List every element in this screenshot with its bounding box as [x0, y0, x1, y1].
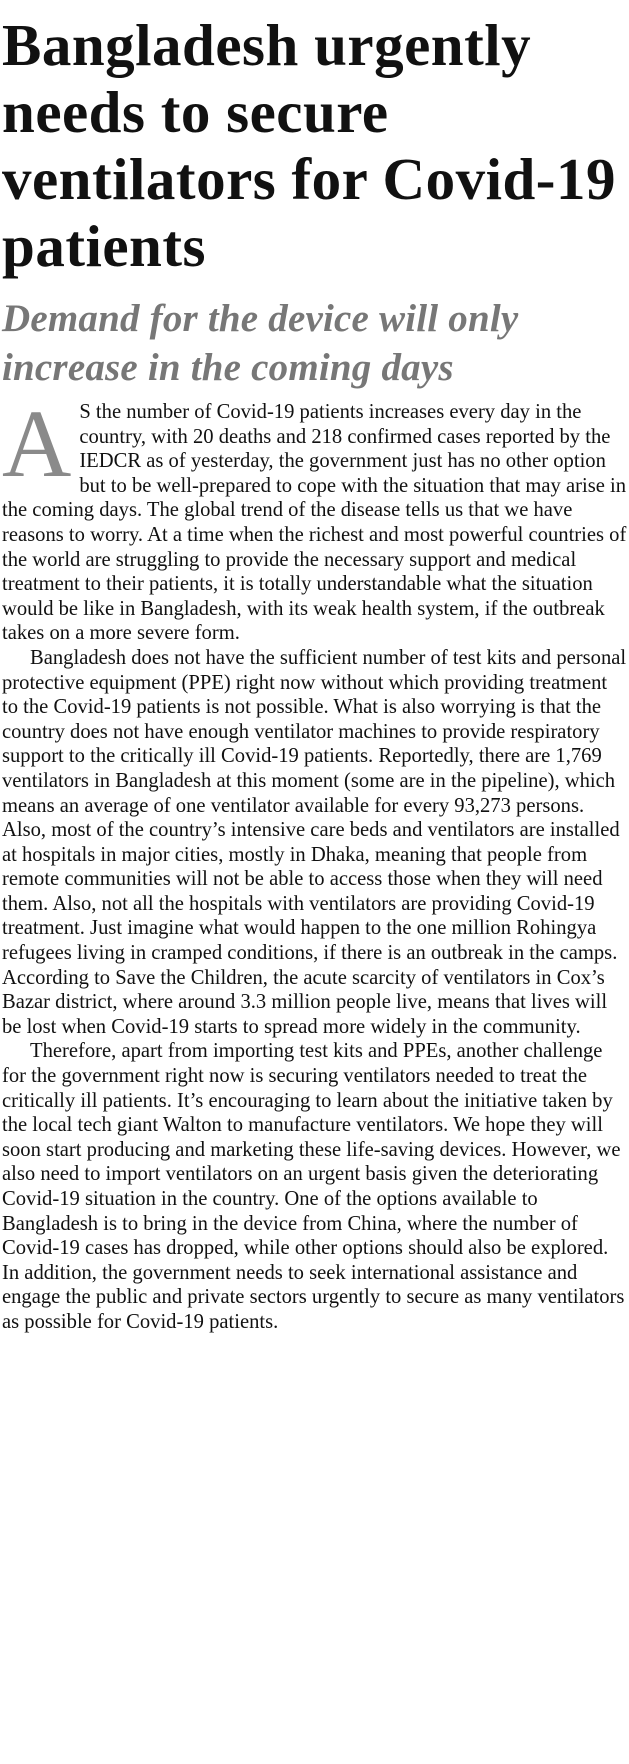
headline: Bangladesh urgently needs to secure ventilators for Covid-19 patients — [2, 12, 616, 279]
subheadline: Demand for the device will only increase in the coming days — [2, 297, 519, 389]
paragraph-3: Therefore, apart from importing test kits and PPEs, another challenge for the government right now is securing ventilators needed to treat the critically ill patients. It’s encouraging to learn about the initiative taken by the local tech giant Walton to manufacture ventilators. We hope they will soon start producing and marketing these life-saving devices. However, we also need to import ventilators on an urgent basis given the deteriorating Covid-19 situation in the country. One of the options available to Bangladesh is to bring in the device from China, where the number of Covid-19 cases has dropped, while other options should also be explored. In addition, the government needs to seek international assistance and engage the public and private sectors urgently to secure as many ventilators as possible for Covid-19 patients. — [2, 1040, 625, 1333]
article-body — [0, 390, 629, 1335]
paragraph-1-text: S the number of Covid-19 patients increases every day in the country, with 20 deaths and 218 confirmed cases reported by the IEDCR as of yesterday, the government just has no other option but to be well-prepared to cope with the situation that may arise in the coming days. The global trend of the disease tells us that we have reasons to worry. At a time when the richest and most powerful countries of the world are struggling to provide the necessary support and medical treatment to their patients, it is totally understandable what the situation would be like in Bangladesh, with its weak health system, if the outbreak takes on a more severe form. — [2, 401, 627, 645]
paragraph-2: Bangladesh does not have the sufficient number of test kits and personal protective equipment (PPE) right now without which providing treatment to the Covid-19 patients is not possible. What is also worrying is that the country does not have enough ventilator machines to provide respiratory support to the critically ill Covid-19 patients. Reportedly, there are 1,769 ventilators in Bangladesh at this moment (some are in the pipeline), which means an average of one ventilator available for every 93,273 persons. Also, most of the country’s intensive care beds and ventilators are installed at hospitals in major cities, mostly in Dhaka, meaning that people from remote communities will not be able to access those when they will need them. Also, not all the hospitals with ventilators are providing Covid-19 treatment. Just imagine what would happen to the one million Rohingya refugees living in cramped conditions, if there is an outbreak in the camps. According to Save the Children, the acute scarcity of ventilators in Cox’s Bazar district, where around 3.3 million people live, means that lives will be lost when Covid-19 starts to spread more widely in the community. — [2, 646, 627, 1038]
drop-cap: A — [2, 390, 72, 497]
paragraph-1 — [2, 390, 627, 646]
